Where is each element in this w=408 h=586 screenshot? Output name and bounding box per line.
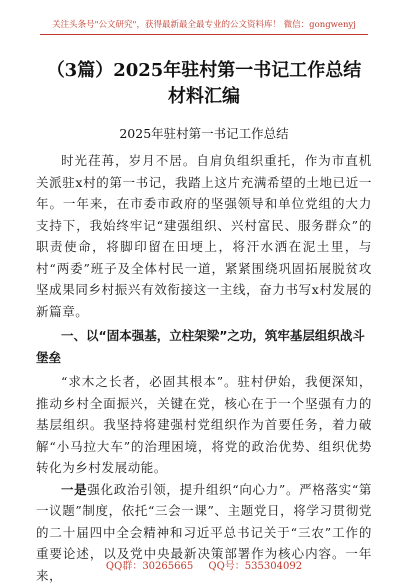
qq-number: QQ号：535304092 xyxy=(208,561,302,572)
document-title: （3篇）2025年驻村第一书记工作总结材料汇编 xyxy=(38,58,370,110)
document-subtitle: 2025年驻村第一书记工作总结 xyxy=(0,124,408,142)
header-rule xyxy=(40,34,368,35)
header-banner xyxy=(0,18,408,30)
banner-text: 关注头条号"公文研究"，获得最新最全最专业的公文资料库！ 微信：gongwenyj xyxy=(52,20,356,30)
lead-text: 强化政治引领，提升组织“向心力”。严格落实“第一议题”制度，依托“三会一课”、主题党日，将学习贯彻党的二十届四中全会精神和习近平总书记关于“三农”工作的重要论述，以及党中央最新决策部署作为核心内容。一年来， xyxy=(36,482,372,583)
qq-group: QQ群：30265665 xyxy=(106,561,193,572)
section-heading: 一、以“固本强基，立柱架梁”之功，筑牢基层组织战斗堡垒 xyxy=(36,325,372,368)
lead-label: 一是 xyxy=(61,482,87,497)
document-body xyxy=(36,150,372,586)
intro-paragraph: 时光荏苒，岁月不居。自肩负组织重托，作为市直机关派驻x村的第一书记，我踏上这片充满希望的土地已近一年。一年来，在市委市政府的坚强领导和单位党组的大力支持下，我始终牢记“建强组织、兴村富民、服务群众”的职责使命，将脚印留在田埂上，将汗水洒在泥土里，与村“两委”班子及全体村民一道，紧紧围绕巩固拓展脱贫攻坚成果同乡村振兴有效衔接这一主线，奋力书写x村发展的新篇章。 xyxy=(36,150,372,322)
body-paragraph: “求木之长者，必固其根本”。驻村伊始，我便深知，推动乡村全面振兴，关键在党，核心在于一个坚强有力的基层组织。我坚持将建强村党组织作为首要任务，着力破解“小马拉大车”的治理困境，将党的政治优势、组织优势转化为乡村发展动能。 xyxy=(36,371,372,479)
footer-contact xyxy=(0,557,408,572)
